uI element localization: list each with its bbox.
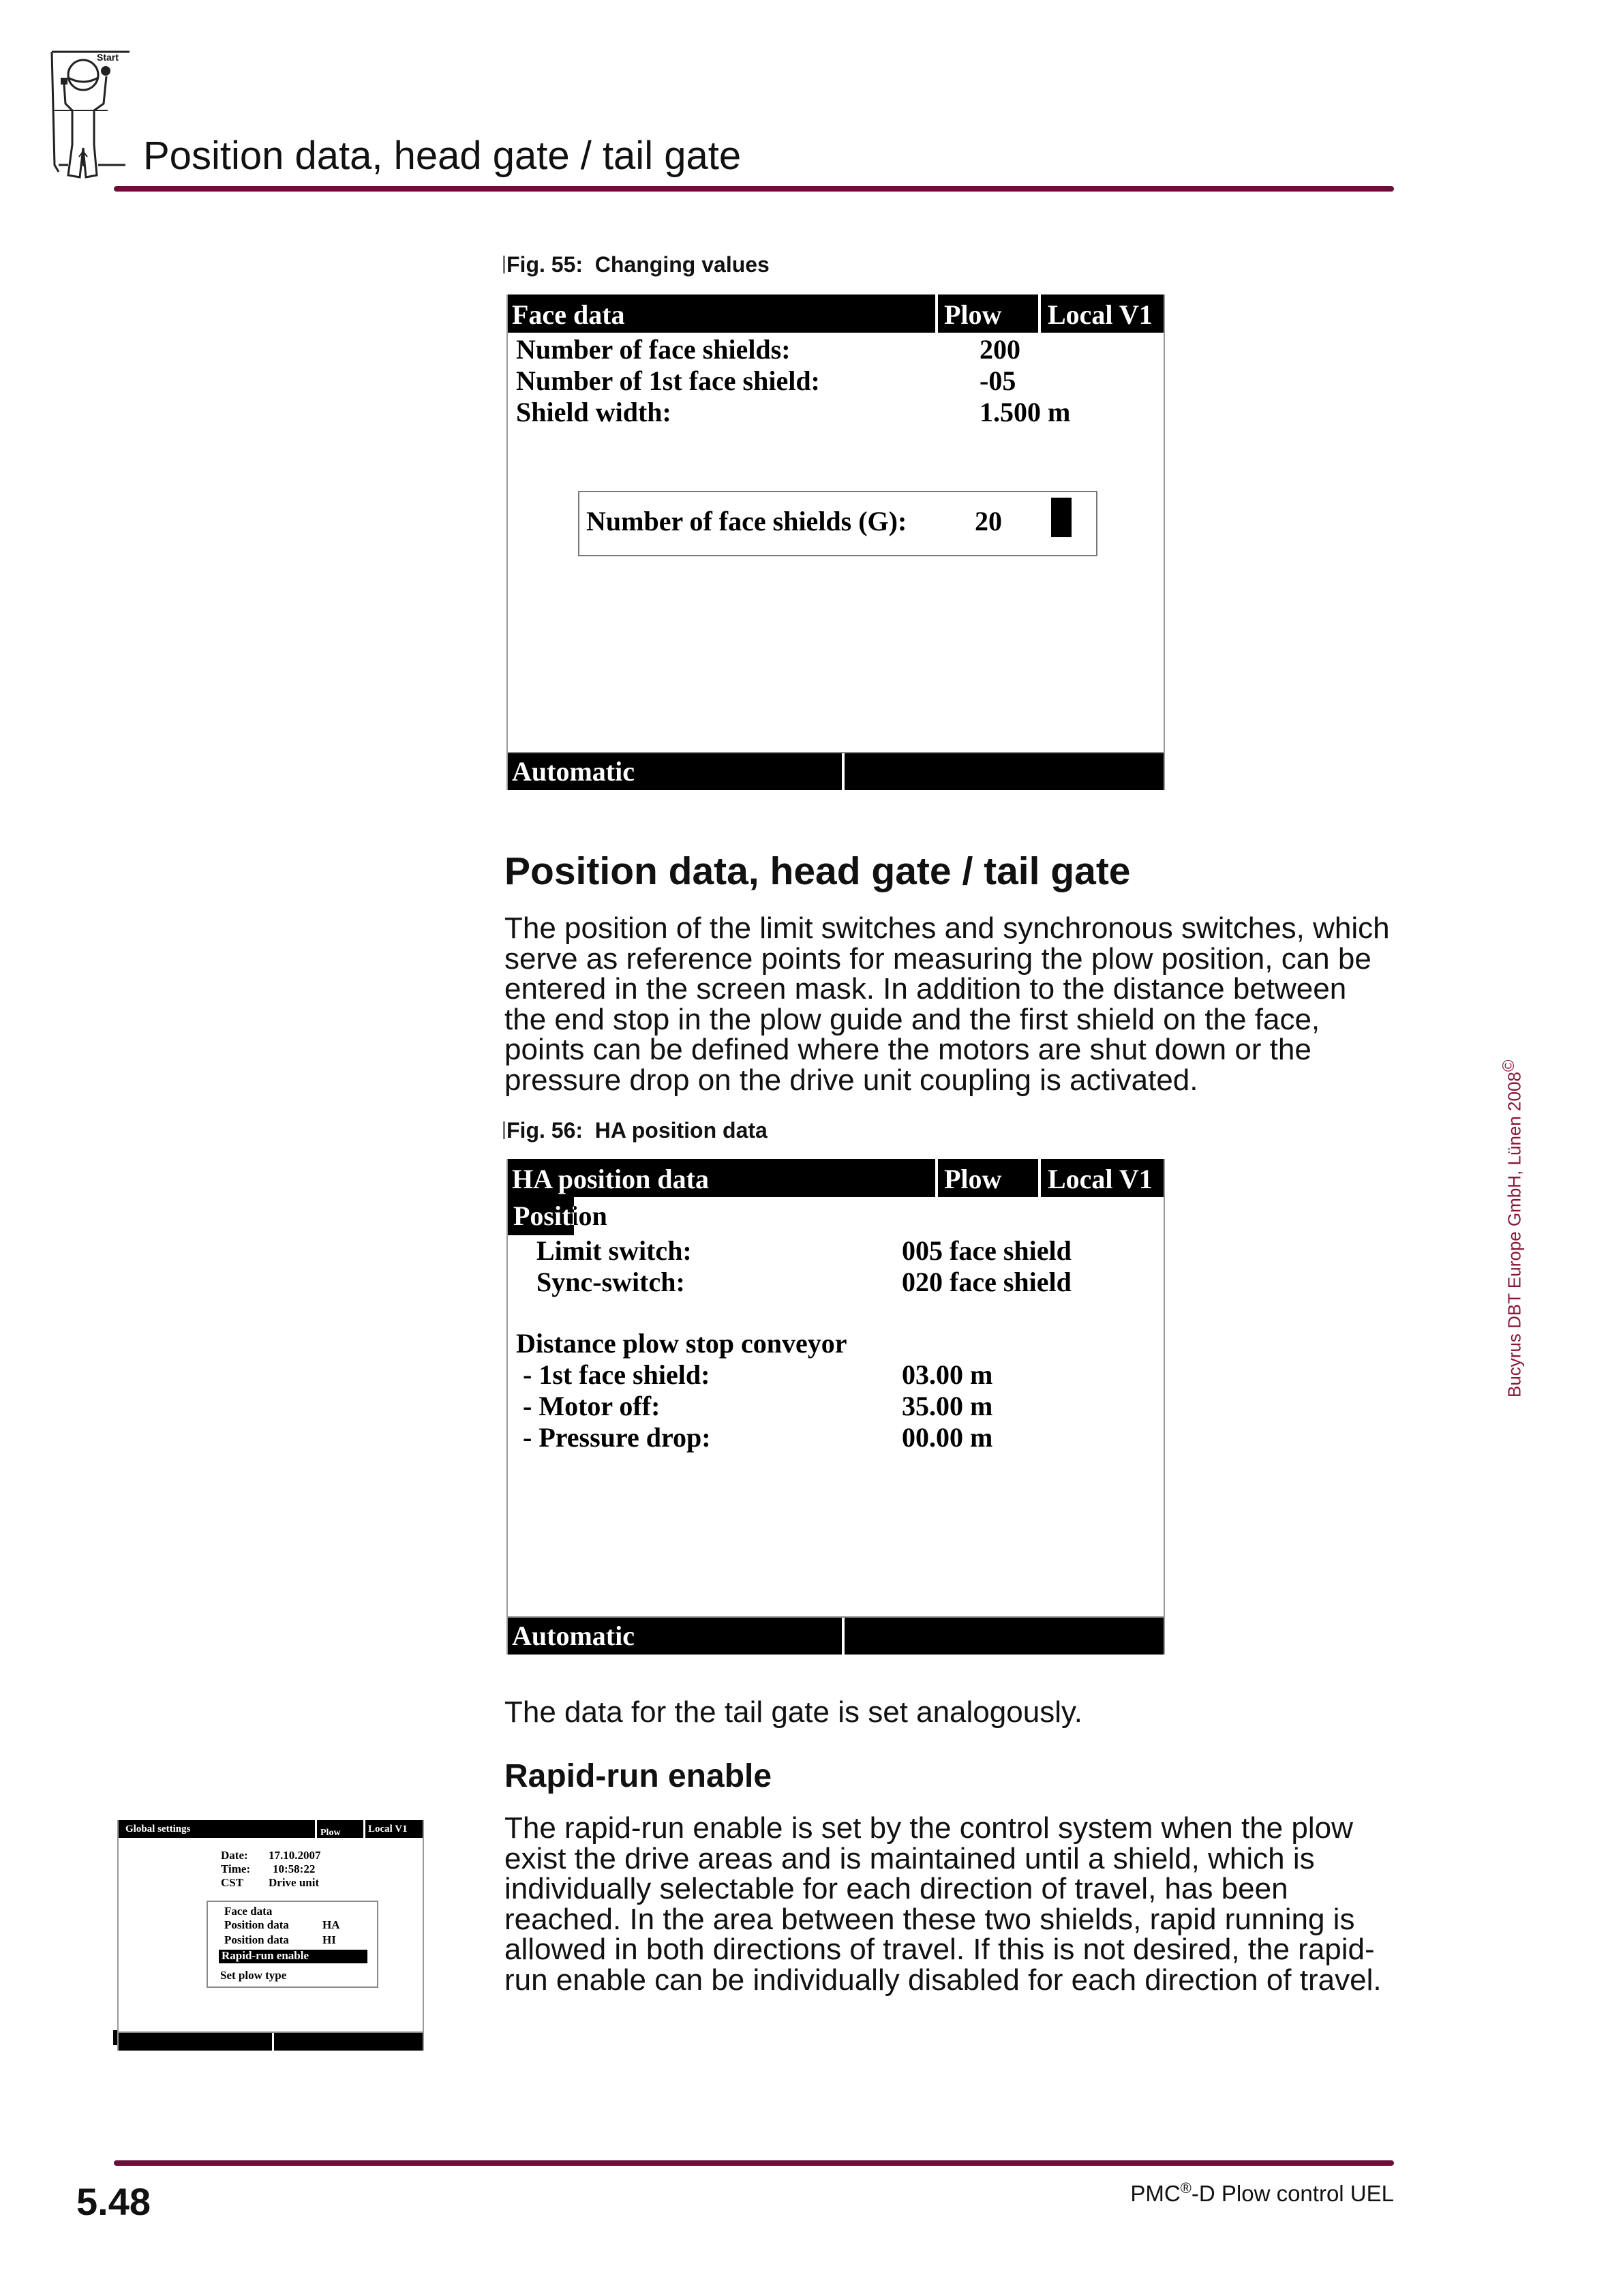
menu-item-set-plow-type[interactable] <box>220 1969 286 1982</box>
ha-position-screen <box>506 1159 1165 1655</box>
field-row <box>516 365 820 397</box>
position-heading: Position <box>513 1200 607 1231</box>
field-row <box>516 334 791 365</box>
screen-location: Local V1 <box>1048 299 1153 330</box>
header-divider <box>935 1159 938 1197</box>
field-label: - Motor off: <box>523 1391 661 1421</box>
field-value: -05 <box>980 365 1016 396</box>
field-value[interactable]: 03.00 m <box>902 1359 993 1390</box>
section-heading: Position data, head gate / tail gate <box>504 849 1131 893</box>
status-mode: Automatic <box>512 756 635 787</box>
field-value[interactable]: 020 face shield <box>902 1267 1072 1297</box>
settings-menu <box>207 1901 378 1988</box>
menu-item-suffix: HI <box>322 1933 336 1946</box>
status-mode: Automatic <box>512 1620 635 1651</box>
field-label: - Pressure drop: <box>523 1422 711 1453</box>
worker-start-icon <box>49 49 131 183</box>
menu-item-position-data-ha[interactable] <box>224 1918 361 1932</box>
fig56-caption-text: HA position data <box>594 1118 768 1143</box>
copyright-notice <box>1500 1059 1526 1398</box>
menu-item-position-data-hi[interactable] <box>224 1933 361 1947</box>
start-logo <box>49 49 131 183</box>
menu-item-label: Set plow type <box>220 1969 287 1982</box>
global-settings-screen <box>117 1820 424 2051</box>
screen-header <box>508 1159 1164 1197</box>
fig55-caption-text: Changing values <box>594 252 770 277</box>
fig56-caption <box>503 1118 768 1143</box>
field-label: Limit switch: <box>536 1235 692 1266</box>
header-divider <box>1038 294 1041 333</box>
screen-location: Local V1 <box>368 1824 408 1834</box>
menu-item-label: Position data <box>224 1933 289 1946</box>
field-value: 200 <box>980 334 1020 365</box>
field-label: Number of 1st face shield: <box>516 365 820 396</box>
info-label: CST <box>221 1876 244 1889</box>
field-row <box>516 397 671 428</box>
status-bar <box>119 2031 423 2051</box>
product-suffix: -D Plow control UEL <box>1191 2181 1394 2206</box>
fig55-number: Fig. 55: <box>506 252 583 277</box>
fig56-number: Fig. 56: <box>506 1118 583 1143</box>
distance-row <box>523 1422 711 1453</box>
edit-dialog[interactable] <box>578 491 1097 556</box>
menu-item-label: Rapid-run enable <box>222 1949 309 1962</box>
screen-title: HA position data <box>512 1164 709 1194</box>
screen-title: Face data <box>512 299 625 330</box>
page-number: 5.48 <box>76 2180 151 2223</box>
dialog-label: Number of face shields (G): <box>586 506 907 537</box>
rapid-run-paragraph: The rapid-run enable is set by the control system when the plow exist the drive areas and is maintained until a shield, which is individually selectable for each direction of travel, has been reached. In the area between these two shields, rapid running is allowed in both directions of travel. If this is not desired, the rapid-run enable can be individually disabled for each direction of travel. <box>504 1811 1382 1997</box>
text-cursor <box>1051 498 1072 537</box>
copyright-text: Bucyrus DBT Europe GmbH, Lünen 2008 <box>1504 1072 1525 1398</box>
position-row <box>536 1267 685 1298</box>
logo-start-label: Start <box>97 52 119 63</box>
screen-mode: Plow <box>944 299 1002 330</box>
caption-marker <box>503 1121 505 1139</box>
info-label: Date: <box>221 1849 248 1862</box>
section-paragraph: The position of the limit switches and synchronous switches, which serve as reference points for measuring the plow position, can be entered in the screen mask. In addition to the distance between the end stop in the plow guide and the first shield on the face, points can be defined where the motors are shut down or the pressure drop on the drive unit coupling is activated. <box>504 911 1390 1097</box>
footer-rule <box>114 2160 1394 2166</box>
caption-marker <box>503 256 505 273</box>
field-label: Sync-switch: <box>536 1267 685 1297</box>
status-divider <box>842 753 845 790</box>
menu-item-face-data[interactable] <box>224 1905 272 1918</box>
position-section-label[interactable] <box>508 1197 607 1235</box>
status-divider <box>842 1618 845 1655</box>
menu-item-rapid-run-enable[interactable] <box>219 1950 367 1963</box>
fig55-caption <box>503 252 770 277</box>
info-value: 17.10.2007 <box>269 1849 321 1862</box>
info-value: Drive unit <box>269 1876 320 1889</box>
screen-mode: Plow <box>320 1828 341 1838</box>
menu-item-label: Face data <box>224 1905 273 1918</box>
copyright-icon: © <box>1500 1059 1518 1072</box>
position-row <box>536 1235 692 1267</box>
header-divider <box>935 294 938 333</box>
status-bar <box>508 752 1164 790</box>
screen-header <box>508 294 1164 333</box>
status-marker <box>113 2030 117 2045</box>
dialog-value-input[interactable]: 20 <box>975 506 1002 537</box>
distance-heading: Distance plow stop conveyor <box>516 1328 847 1359</box>
screen-header <box>119 1820 423 1838</box>
menu-item-suffix: HA <box>322 1918 340 1931</box>
field-label: Shield width: <box>516 397 671 427</box>
field-value[interactable]: 005 face shield <box>902 1235 1072 1266</box>
screen-mode: Plow <box>944 1164 1002 1194</box>
screen-title: Global settings <box>125 1824 191 1834</box>
status-bar <box>508 1616 1164 1655</box>
info-value: 10:58:22 <box>273 1862 316 1875</box>
header-divider <box>315 1820 317 1838</box>
header-divider <box>363 1820 365 1838</box>
field-value[interactable]: 00.00 m <box>902 1422 993 1453</box>
rapid-run-heading: Rapid-run enable <box>504 1758 772 1794</box>
header-divider <box>1038 1159 1041 1197</box>
tail-gate-note: The data for the tail gate is set analogously. <box>504 1695 1082 1729</box>
field-value: 1.500 m <box>980 397 1071 427</box>
product-prefix: PMC <box>1130 2181 1181 2206</box>
distance-row <box>523 1391 660 1422</box>
face-data-screen <box>506 294 1165 790</box>
registered-icon: ® <box>1180 2179 1192 2196</box>
field-value[interactable]: 35.00 m <box>902 1391 993 1421</box>
status-divider <box>272 2033 274 2051</box>
info-label: Time: <box>221 1862 251 1875</box>
distance-row <box>523 1359 710 1391</box>
field-label: Number of face shields: <box>516 334 791 365</box>
product-name <box>1130 2175 1394 2207</box>
header-rule <box>114 186 1394 192</box>
page-title: Position data, head gate / tail gate <box>143 134 742 178</box>
menu-item-label: Position data <box>224 1918 289 1931</box>
screen-location: Local V1 <box>1048 1164 1153 1194</box>
field-label: - 1st face shield: <box>523 1359 710 1390</box>
